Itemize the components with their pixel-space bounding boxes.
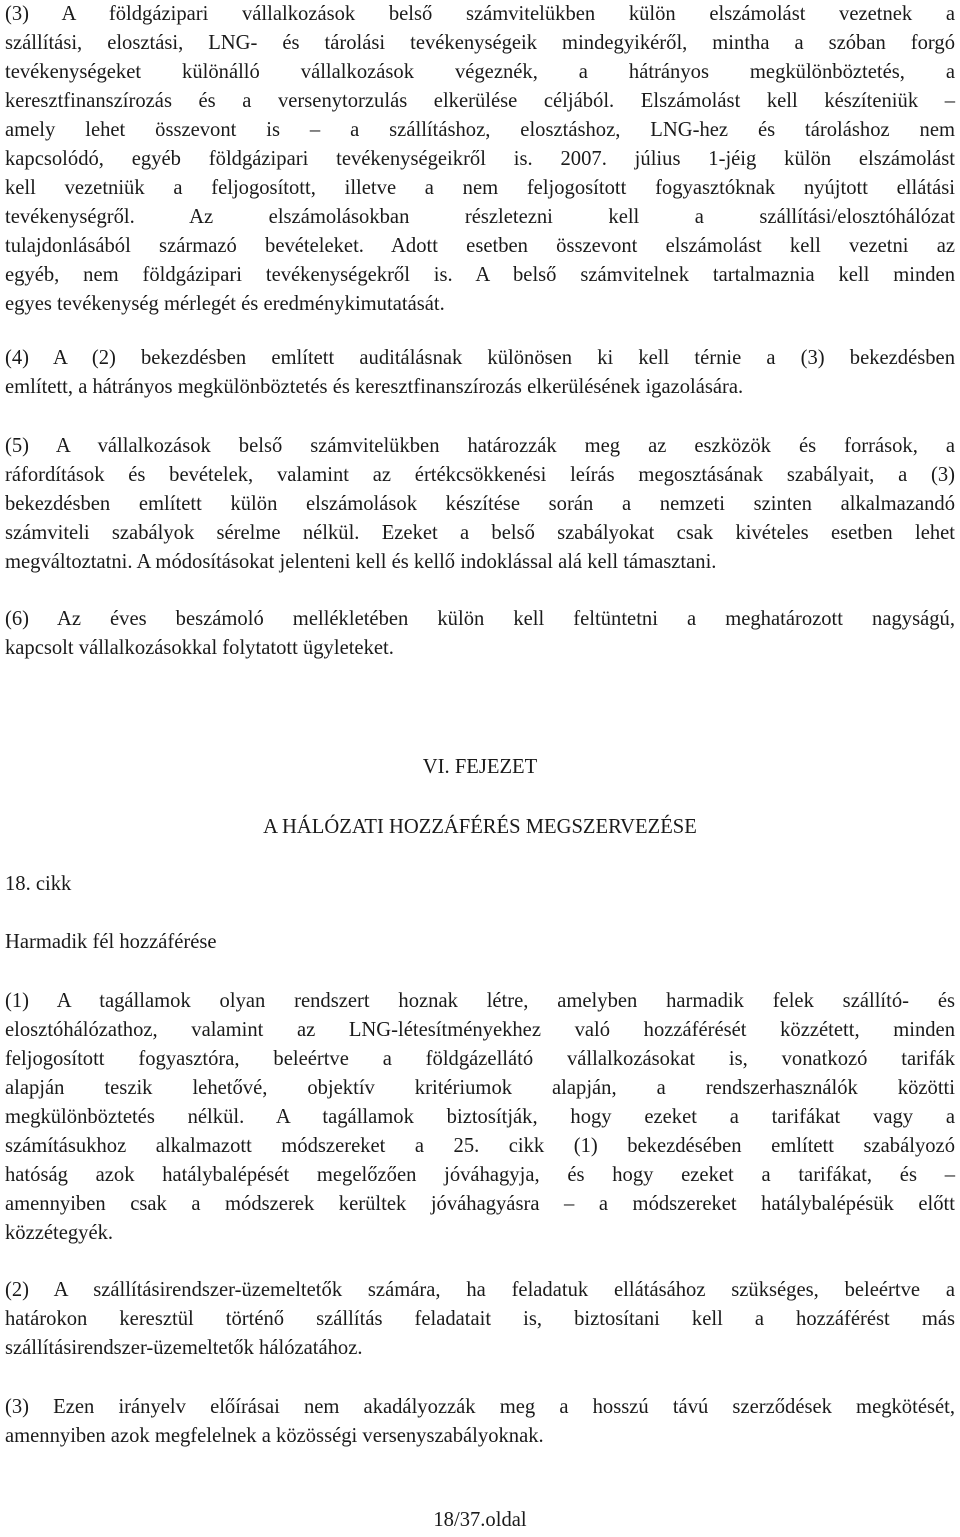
paragraph-4 — [5, 344, 955, 402]
paragraph-5 — [5, 432, 955, 577]
article-18-paragraph-2 — [5, 1276, 955, 1363]
text-line: megkülönböztetés nélkül. A tagállamok biztosítják, hogy ezeket a tarifákat vagy a — [5, 1106, 955, 1128]
text-line: (3) A földgázipari vállalkozások belső számvitelükben külön elszámolást vezetnek a — [5, 3, 955, 25]
text-line: kapcsolt vállalkozásokkal folytatott ügyleteket. — [5, 637, 394, 659]
text-line: tevékenységeket különálló vállalkozások végeznék, a hátrányos megkülönböztetés, a — [5, 61, 955, 83]
text-line: (5) A vállalkozások belső számvitelükben határozzák meg az eszközök és források, a — [5, 435, 955, 457]
text-line: kapcsolódó, egyéb földgázipari tevékenységeikről is. 2007. július 1-jéig külön elszámolást — [5, 148, 955, 170]
text-line: amennyiben csak a módszerek kerültek jóváhagyásra – a módszereket hatálybalépésük előtt — [5, 1193, 955, 1215]
text-line: keresztfinanszírozás és a versenytorzulás elkerülése céljából. Elszámolást kell készíteniük – — [5, 90, 955, 112]
text-line: amennyiben azok megfelelnek a közösségi versenyszabályoknak. — [5, 1425, 544, 1447]
text-line: szállításirendszer-üzemeltetők hálózatához. — [5, 1337, 363, 1359]
chapter-title: A HÁLÓZATI HOZZÁFÉRÉS MEGSZERVEZÉSE — [263, 816, 697, 838]
text-line: közzétegyék. — [5, 1222, 114, 1244]
article-title: Harmadik fél hozzáférése — [5, 931, 217, 953]
page-number-footer: 18/37.oldal — [433, 1509, 527, 1531]
text-line: egyes tevékenység mérlegét és eredménykimutatását. — [5, 293, 445, 315]
text-line: egyéb, nem földgázipari tevékenységekről is. A belső számvitelnek tartalmaznia kell minden — [5, 264, 955, 286]
paragraph-6 — [5, 605, 955, 663]
text-line: elosztóhálózathoz, valamint az LNG-létesítményekhez való hozzáférését közzétett, minden — [5, 1019, 955, 1041]
paragraph-3 — [5, 0, 955, 319]
text-line: számításukhoz alkalmazott módszereket a 25. cikk (1) bekezdésében említett szabályozó — [5, 1135, 955, 1157]
text-line: említett, a hátrányos megkülönböztetés és keresztfinanszírozás elkerülésének igazolására. — [5, 376, 744, 398]
chapter-number: VI. FEJEZET — [422, 756, 538, 778]
text-line: kell vezetniük a feljogosított, illetve a nem feljogosított fogyasztóknak nyújtott ellátási — [5, 177, 955, 199]
text-line: szállítási, elosztási, LNG- és tárolási tevékenységeik mindegyikéről, mintha a szóban forgó — [5, 32, 955, 54]
text-line: tulajdonlásából származó bevételeket. Adott esetben összevont elszámolást kell vezetni az — [5, 235, 955, 257]
text-line: (1) A tagállamok olyan rendszert hoznak létre, amelyben harmadik felek szállító- és — [5, 990, 955, 1012]
text-line: hatóság azok hatálybalépését megelőzően jóváhagyja, és hogy ezeket a tarifákat, és – — [5, 1164, 955, 1186]
article-number: 18. cikk — [5, 873, 72, 895]
text-line: számviteli szabályok sérelme nélkül. Ezeket a belső szabályokat csak kivételes esetben lehet — [5, 522, 955, 544]
text-line: ráfordítások és bevételek, valamint az értékcsökkenési leírás megosztásának szabályait, a (3) — [5, 464, 955, 486]
text-line: (3) Ezen irányelv előírásai nem akadályozzák meg a hosszú távú szerződések megkötését, — [5, 1396, 955, 1418]
text-line: (4) A (2) bekezdésben említett auditálásnak különösen ki kell térnie a (3) bekezdésben — [5, 347, 955, 369]
text-line: megváltoztatni. A módosításokat jelenteni kell és kellő indoklással alá kell támasztani. — [5, 551, 717, 573]
article-18-paragraph-1 — [5, 987, 955, 1248]
text-line: alapján teszik lehetővé, objektív kritériumok alapján, a rendszerhasználók közötti — [5, 1077, 955, 1099]
text-line: tevékenységről. Az elszámolásokban részletezni kell a szállítási/elosztóhálózat — [5, 206, 955, 228]
text-line: bekezdésben említett külön elszámolások készítése során a nemzeti szinten alkalmazandó — [5, 493, 955, 515]
text-line: amely lehet összevont is – a szállításhoz, elosztáshoz, LNG-hez és tároláshoz nem — [5, 119, 955, 141]
text-line: (2) A szállításirendszer-üzemeltetők számára, ha feladatuk ellátásához szükséges, beleértve a — [5, 1279, 955, 1301]
text-line: határokon keresztül történő szállítás feladatait is, biztosítani kell a hozzáférést más — [5, 1308, 955, 1330]
text-line: feljogosított fogyasztóra, beleértve a földgázellátó vállalkozásokat is, vonatkozó tarifák — [5, 1048, 955, 1070]
article-18-paragraph-3 — [5, 1393, 955, 1451]
text-line: (6) Az éves beszámoló mellékletében külön kell feltüntetni a meghatározott nagyságú, — [5, 608, 955, 630]
